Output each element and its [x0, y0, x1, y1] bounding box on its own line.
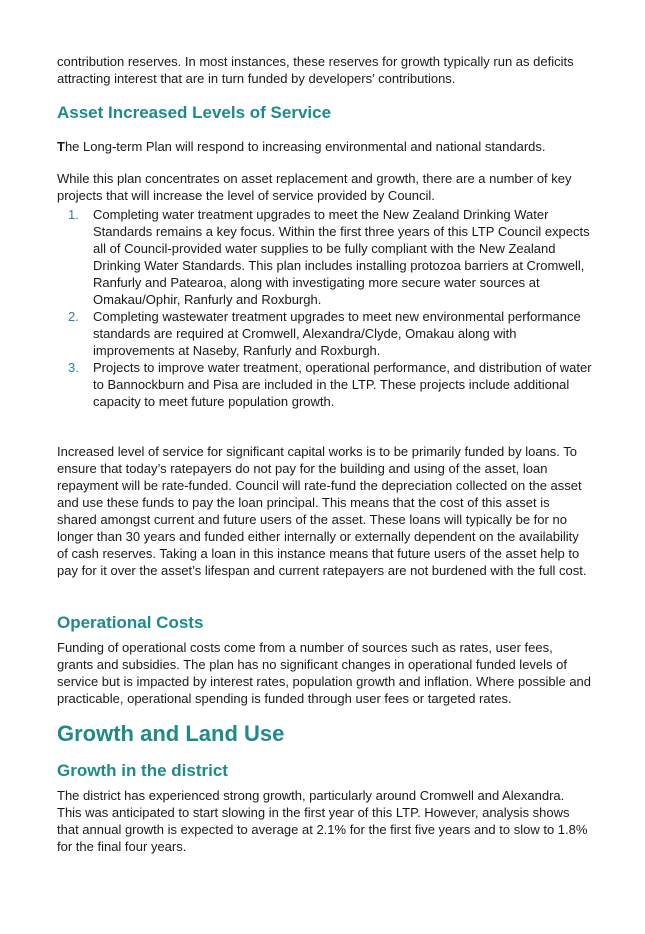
operational-costs-paragraph: Funding of operational costs come from a number of sources such as rates, user fees, grants and subsidies. The plan has no significant changes in operational funded levels of service but is impacted by interest rates, population growth and inflation. Where possible and practicable, operational spending is funded through user fees or targeted rates.: [57, 640, 592, 706]
asset-paragraph-3: Increased level of service for significant capital works is to be primarily funded by loans. To ensure that today’s ratepayers do not pay for the building and using of the asset, loan repayment will be rate-funded. Council will rate-fund the depreciation collected on the asset and use these funds to pay the loan principal. This means that the cost of this asset is shared amongst current and future users of the asset. These loans will typically be for no longer than 30 years and funded either internally or externally dependent on the availability of cash reserves. Taking a loan in this instance means that future users of the asset help to pay for it over the asset’s lifespan and current ratepayers are not burdened with the full cost.: [57, 444, 587, 578]
asset-section-heading: Asset Increased Levels of Service: [57, 103, 332, 122]
list-item-text: Completing water treatment upgrades to meet the New Zealand Drinking Water Standards remains a key focus. Within the first three years of this LTP Council expects all of Council-provided water supplies to be fully compliant with the New Zealand Drinking Water Standards. This plan includes installing protozoa barriers at Cromwell, Ranfurly and Patearoa, along with investigating more secure water sources at Omakau/Ophir, Ranfurly and Roxburgh.: [93, 207, 590, 307]
list-item-text: Completing wastewater treatment upgrades to meet new environmental performance standards are required at Cromwell, Alexandra/Clyde, Omakau along with improvements at Naseby, Ranfurly and Roxburgh.: [93, 309, 581, 358]
list-item-number: 1.: [68, 207, 79, 222]
growth-land-use-heading: Growth and Land Use: [57, 721, 285, 746]
asset-paragraph-1: [57, 138, 592, 155]
list-item-text: Projects to improve water treatment, operational performance, and distribution of water to Bannockburn and Pisa are included in the LTP. These projects include additional capacity to meet future population growth.: [93, 360, 592, 409]
asset-paragraph-1-rest: he Long-term Plan will respond to increasing environmental and national standards.: [64, 139, 546, 154]
projects-list: [57, 206, 592, 410]
operational-costs-heading: Operational Costs: [57, 613, 204, 632]
document-page: [57, 53, 592, 855]
list-item: [57, 359, 592, 410]
list-item: [57, 206, 592, 308]
list-item: [57, 308, 592, 359]
intro-continuation-paragraph: contribution reserves. In most instances, these reserves for growth typically run as deficits attracting interest that are in turn funded by developers’ contributions.: [57, 54, 574, 86]
growth-paragraph: The district has experienced strong growth, particularly around Cromwell and Alexandra. This was anticipated to start slowing in the first year of this LTP. However, analysis shows that annual growth is expected to average at 2.1% for the first five years and to slow to 1.8% for the final four years.: [57, 788, 588, 854]
list-item-number: 2.: [68, 309, 79, 324]
list-item-number: 3.: [68, 360, 79, 375]
asset-paragraph-1-initial: T: [57, 139, 65, 154]
growth-district-heading: Growth in the district: [57, 761, 228, 780]
asset-paragraph-2: While this plan concentrates on asset replacement and growth, there are a number of key projects that will increase the level of service provided by Council.: [57, 171, 572, 203]
